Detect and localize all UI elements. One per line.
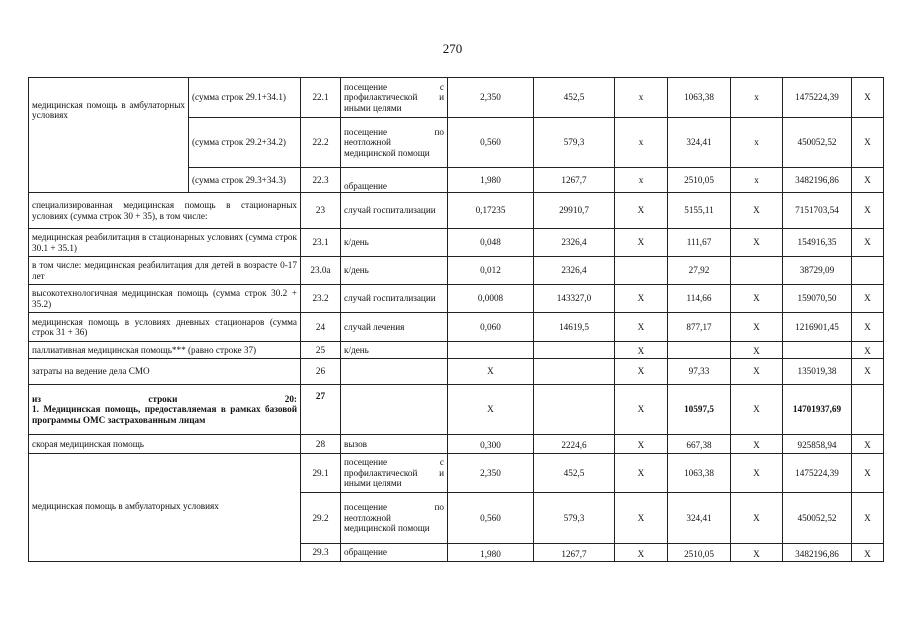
cell-value bbox=[534, 359, 615, 385]
table-row bbox=[29, 229, 884, 257]
cell-value: 925858,94 bbox=[783, 435, 852, 454]
row-unit: посещение по неотложной медицинской помощи bbox=[341, 493, 448, 544]
cell-value: 10597,5 bbox=[668, 385, 731, 435]
cell-value: X bbox=[852, 359, 884, 385]
cell-value: 0,0008 bbox=[448, 285, 534, 313]
table-row bbox=[29, 257, 884, 285]
cell-value bbox=[731, 257, 783, 285]
cell-value: X bbox=[852, 285, 884, 313]
cell-value: 0,060 bbox=[448, 313, 534, 342]
table-row bbox=[29, 359, 884, 385]
cell-value: 1,980 bbox=[448, 544, 534, 562]
table-row bbox=[29, 313, 884, 342]
row-name: медицинская помощь в условиях дневных стационаров (сумма строк 31 + 36) bbox=[29, 313, 301, 342]
row-name-prefix: из строки 20: bbox=[32, 393, 297, 404]
cell-value: X bbox=[852, 118, 884, 168]
cell-value bbox=[615, 257, 668, 285]
cell-value: 1475224,39 bbox=[783, 454, 852, 493]
row-code: 22.1 bbox=[301, 78, 341, 118]
row-name: высокотехнологичная медицинская помощь (сумма строк 30.2 + 35.2) bbox=[29, 285, 301, 313]
cell-value: X bbox=[731, 229, 783, 257]
cell-value: X bbox=[731, 493, 783, 544]
row-code: 23.0а bbox=[301, 257, 341, 285]
cell-value: 0,560 bbox=[448, 493, 534, 544]
cell-value: 135019,38 bbox=[783, 359, 852, 385]
cell-value: X bbox=[852, 544, 884, 562]
cell-value: X bbox=[731, 342, 783, 359]
cell-value: X bbox=[615, 313, 668, 342]
cell-value: x bbox=[615, 168, 668, 193]
cell-value: 0,012 bbox=[448, 257, 534, 285]
cell-value: x bbox=[731, 78, 783, 118]
cell-value: X bbox=[731, 313, 783, 342]
cell-value: 452,5 bbox=[534, 454, 615, 493]
cell-value: 1,980 bbox=[448, 168, 534, 193]
cell-value: 111,67 bbox=[668, 229, 731, 257]
cell-value: 97,33 bbox=[668, 359, 731, 385]
row-name: медицинская реабилитация в стационарных условиях (сумма строк 30.1 + 35.1) bbox=[29, 229, 301, 257]
cell-value: 1267,7 bbox=[534, 544, 615, 562]
cell-value: 579,3 bbox=[534, 118, 615, 168]
cell-value: 29910,7 bbox=[534, 193, 615, 229]
cell-value: 114,66 bbox=[668, 285, 731, 313]
cell-value: X bbox=[852, 229, 884, 257]
row-code: 23 bbox=[301, 193, 341, 229]
table-row bbox=[29, 78, 884, 118]
cell-value: x bbox=[615, 118, 668, 168]
cell-value: x bbox=[731, 118, 783, 168]
row-code: 29.2 bbox=[301, 493, 341, 544]
cell-value: X bbox=[731, 359, 783, 385]
cell-value: X bbox=[615, 193, 668, 229]
tariff-table bbox=[28, 77, 884, 562]
cell-value: X bbox=[615, 493, 668, 544]
cell-value bbox=[852, 257, 884, 285]
cell-value: 38729,09 bbox=[783, 257, 852, 285]
row-code: 22.3 bbox=[301, 168, 341, 193]
row-unit: случай госпитализации bbox=[341, 285, 448, 313]
cell-value: 1216901,45 bbox=[783, 313, 852, 342]
cell-value: 154916,35 bbox=[783, 229, 852, 257]
row-name: в том числе: медицинская реабилитация для детей в возрасте 0-17 лет bbox=[29, 257, 301, 285]
cell-value: 450052,52 bbox=[783, 493, 852, 544]
cell-value bbox=[534, 385, 615, 435]
cell-value: 2,350 bbox=[448, 78, 534, 118]
table-row bbox=[29, 193, 884, 229]
row-unit: посещение по неотложной медицинской помощи bbox=[341, 118, 448, 168]
cell-value: X bbox=[615, 454, 668, 493]
cell-value: 452,5 bbox=[534, 78, 615, 118]
cell-value: X bbox=[731, 385, 783, 435]
cell-value: X bbox=[731, 193, 783, 229]
row-unit: обращение bbox=[341, 168, 448, 193]
row-subnote: (сумма строк 29.2+34.2) bbox=[189, 118, 301, 168]
cell-value: X bbox=[615, 544, 668, 562]
row-name: паллиативная медицинская помощь*** (равно строке 37) bbox=[29, 342, 301, 359]
cell-value: X bbox=[731, 544, 783, 562]
row-code: 29.3 bbox=[301, 544, 341, 562]
table-row bbox=[29, 454, 884, 493]
row-name-title: 1. Медицинская помощь, предоставляемая в рамках базовой программы ОМС застрахованным лицам bbox=[32, 404, 297, 425]
cell-value: X bbox=[852, 313, 884, 342]
row-name: скорая медицинская помощь bbox=[29, 435, 301, 454]
row-code: 27 bbox=[301, 385, 341, 435]
row-code: 25 bbox=[301, 342, 341, 359]
row-unit: посещение с профилактической и иными целями bbox=[341, 454, 448, 493]
cell-value: 2224,6 bbox=[534, 435, 615, 454]
cell-value: 324,41 bbox=[668, 493, 731, 544]
cell-value: 3482196,86 bbox=[783, 168, 852, 193]
cell-value: 2510,05 bbox=[668, 544, 731, 562]
cell-value: 450052,52 bbox=[783, 118, 852, 168]
cell-value bbox=[534, 342, 615, 359]
row-code: 26 bbox=[301, 359, 341, 385]
row-name: медицинская помощь в амбулаторных условиях bbox=[29, 78, 189, 193]
row-code: 23.2 bbox=[301, 285, 341, 313]
cell-value: X bbox=[731, 435, 783, 454]
cell-value: X bbox=[852, 193, 884, 229]
row-unit: случай госпитализации bbox=[341, 193, 448, 229]
cell-value: 1475224,39 bbox=[783, 78, 852, 118]
cell-value: 0,048 bbox=[448, 229, 534, 257]
cell-value: X bbox=[615, 385, 668, 435]
cell-value: X bbox=[852, 342, 884, 359]
row-code: 23.1 bbox=[301, 229, 341, 257]
row-code: 24 bbox=[301, 313, 341, 342]
row-name: затраты на ведение дела СМО bbox=[29, 359, 301, 385]
row-unit: обращение bbox=[341, 544, 448, 562]
row-subnote: (сумма строк 29.3+34.3) bbox=[189, 168, 301, 193]
cell-value: 2326,4 bbox=[534, 257, 615, 285]
row-name: медицинская помощь в амбулаторных условиях bbox=[29, 454, 301, 562]
row-unit: к/день bbox=[341, 257, 448, 285]
cell-value: X bbox=[852, 493, 884, 544]
cell-value: x bbox=[615, 78, 668, 118]
table-row bbox=[29, 285, 884, 313]
row-unit: вызов bbox=[341, 435, 448, 454]
cell-value: 14701937,69 bbox=[783, 385, 852, 435]
cell-value: 0,560 bbox=[448, 118, 534, 168]
cell-value bbox=[783, 342, 852, 359]
cell-value: X bbox=[852, 435, 884, 454]
row-name bbox=[29, 385, 301, 435]
cell-value: 1063,38 bbox=[668, 78, 731, 118]
cell-value: X bbox=[852, 78, 884, 118]
cell-value: X bbox=[731, 454, 783, 493]
cell-value: 14619,5 bbox=[534, 313, 615, 342]
row-unit: к/день bbox=[341, 342, 448, 359]
cell-value: 877,17 bbox=[668, 313, 731, 342]
cell-value: X bbox=[448, 385, 534, 435]
cell-value: 1063,38 bbox=[668, 454, 731, 493]
page-number: 270 bbox=[442, 41, 463, 56]
cell-value: 2510,05 bbox=[668, 168, 731, 193]
cell-value: 7151703,54 bbox=[783, 193, 852, 229]
row-subnote: (сумма строк 29.1+34.1) bbox=[189, 78, 301, 118]
cell-value: 2,350 bbox=[448, 454, 534, 493]
row-code: 28 bbox=[301, 435, 341, 454]
cell-value: 667,38 bbox=[668, 435, 731, 454]
row-unit: случай лечения bbox=[341, 313, 448, 342]
cell-value: X bbox=[615, 359, 668, 385]
cell-value: X bbox=[448, 359, 534, 385]
cell-value: 27,92 bbox=[668, 257, 731, 285]
cell-value: 5155,11 bbox=[668, 193, 731, 229]
table-row bbox=[29, 385, 884, 435]
cell-value: 1267,7 bbox=[534, 168, 615, 193]
row-code: 29.1 bbox=[301, 454, 341, 493]
cell-value: x bbox=[731, 168, 783, 193]
cell-value: 324,41 bbox=[668, 118, 731, 168]
cell-value: 0,17235 bbox=[448, 193, 534, 229]
cell-value: X bbox=[615, 435, 668, 454]
cell-value bbox=[448, 342, 534, 359]
table-row bbox=[29, 435, 884, 454]
cell-value: 3482196,86 bbox=[783, 544, 852, 562]
table-row bbox=[29, 342, 884, 359]
cell-value: X bbox=[852, 168, 884, 193]
row-code: 22.2 bbox=[301, 118, 341, 168]
row-name: специализированная медицинская помощь в стационарных условиях (сумма строк 30 + 35), в том числе: bbox=[29, 193, 301, 229]
cell-value: X bbox=[615, 229, 668, 257]
cell-value: 0,300 bbox=[448, 435, 534, 454]
cell-value: X bbox=[615, 342, 668, 359]
cell-value: 143327,0 bbox=[534, 285, 615, 313]
cell-value: 159070,50 bbox=[783, 285, 852, 313]
cell-value: 2326,4 bbox=[534, 229, 615, 257]
cell-value bbox=[668, 342, 731, 359]
cell-value bbox=[852, 385, 884, 435]
cell-value: X bbox=[852, 454, 884, 493]
cell-value: X bbox=[731, 285, 783, 313]
cell-value: 579,3 bbox=[534, 493, 615, 544]
row-unit: к/день bbox=[341, 229, 448, 257]
row-unit: посещение с профилактической и иными целями bbox=[341, 78, 448, 118]
row-unit bbox=[341, 385, 448, 435]
row-unit bbox=[341, 359, 448, 385]
cell-value: X bbox=[615, 285, 668, 313]
